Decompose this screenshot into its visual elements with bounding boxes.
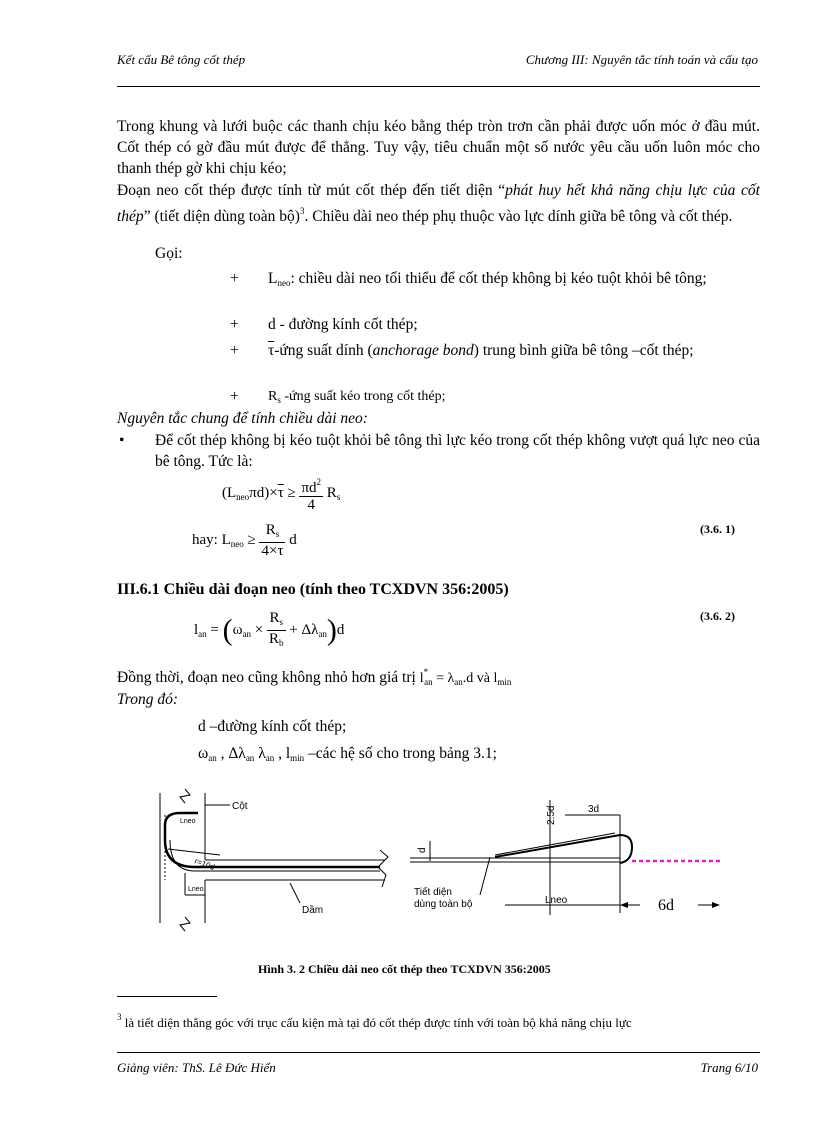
paragraph-1: Trong khung và lưới buộc các thanh chịu kéo bằng thép tròn trơn cần phải được uốn móc ở đầu mút. Cốt thép có gờ đầu mút được để thẳng. Tuy vậy, tiêu chuẩn một số nước yêu cầu uốn luôn móc cho thanh thép gờ khi chịu kéo;: [117, 118, 760, 177]
hook-shape: [495, 835, 632, 863]
header-left: Kết cấu Bê tông cốt thép: [117, 52, 246, 67]
header-right: Chương III: Nguyên tắc tính toán và cấu tạo: [525, 52, 758, 67]
trong-do-2: $\omega_{an}$ , $\Delta\lambda_{an}$ $\lambda_{an}$ , $l_{min}$ –các hệ số cho trong bảng 3.1;: [198, 745, 497, 763]
def-d: d - đường kính cốt thép;: [268, 316, 418, 333]
label-tiet-dien-2: dùng toàn bộ: [414, 899, 473, 910]
label-d: d: [417, 847, 428, 853]
def-plus-4: +: [230, 388, 239, 405]
footer-right: Trang 6/10: [700, 1060, 758, 1075]
label-r10d: r=10d: [193, 856, 216, 872]
eq-label-1: (3.6. 1): [700, 522, 735, 536]
label-2-5d: 2.5d: [546, 805, 557, 825]
def-plus-1: +: [230, 270, 239, 287]
arrow-right-6d: [712, 902, 720, 908]
break-mark-top: [180, 789, 190, 803]
section-title: III.6.1 Chiều dài đoạn neo (tính theo TCXDVN 356:2005): [117, 581, 509, 598]
header-rule: [117, 86, 760, 87]
equation-2: hay: $L_{neo}$ ≥ $\frac{R_s}{4\times\overline{\tau}}$ d: [192, 522, 297, 559]
paragraph-2: Đoạn neo cốt thép được tính từ mút cốt thép đến tiết diện “phát huy hết khả năng chịu lực của cốt thép” (tiết diện dùng toàn bộ)$^3$. Chiều dài neo thép phụ thuộc vào lực dính giữa bê tông và cốt thép.: [117, 182, 760, 225]
footnote-rule: [117, 996, 217, 997]
label-lneo-small: Lneo: [180, 818, 196, 825]
label-dam: Dầm: [302, 905, 324, 916]
also-line: Đồng thời, đoạn neo cũng không nhỏ hơn giá trị $l^*_{an} = \lambda_{an}.d$ và $l_{min}$: [117, 667, 512, 687]
def-lneo: $L_{neo}$: chiều dài neo tối thiểu để cốt thép không bị kéo tuột khỏi bê tông;: [268, 270, 707, 288]
arrow-left-6d: [620, 902, 628, 908]
footer-rule: [117, 1052, 760, 1053]
anchorage-figure: [150, 785, 730, 950]
section-leader: [480, 857, 490, 895]
radius-line: [168, 849, 220, 855]
label-tiet-dien-1: Tiết diện: [414, 887, 452, 898]
footnote: $^3$ là tiết diện thẳng góc với trục cấu kiện mà tại đó cốt thép được tính với toàn bộ khả năng chịu lực: [117, 1012, 632, 1030]
label-lneo-small-2: Lneo: [188, 886, 204, 893]
def-rs: $R_s$ -ứng suất kéo trong cốt thép;: [268, 389, 446, 405]
label-3d: 3d: [588, 804, 600, 815]
def-plus-3: +: [230, 342, 239, 359]
beam-break-mark: [378, 850, 388, 887]
trong-do-1: d –đường kính cốt thép;: [198, 718, 347, 735]
def-tau: $\overline{\tau}$-ứng suất dính (anchorage bond) trung bình giữa bê tông –cốt thép;: [268, 342, 694, 359]
label-lneo: Lneo: [545, 895, 568, 906]
equation-1: $(L_{neo}\pi d)\times\overline{\tau}$ ≥ $\frac{\pi d^2}{4}$ $R_s$: [222, 474, 340, 513]
def-plus-2: +: [230, 316, 239, 333]
figure-caption: Hình 3. 2 Chiều dài neo cốt thép theo TCXDVN 356:2005: [258, 962, 551, 976]
label-6d: 6d: [658, 897, 674, 914]
eq-label-2: (3.6. 2): [700, 609, 735, 623]
footer-left: Giảng viên: ThS. Lê Đức Hiển: [117, 1060, 276, 1075]
bullet-text: Để cốt thép không bị kéo tuột khỏi bê tông thì lực kéo trong cốt thép không vượt quá lực neo của bê tông. Tức là:: [155, 432, 760, 470]
principle-title: Nguyên tắc chung để tính chiều dài neo:: [117, 410, 368, 427]
label-cot: Cột: [232, 801, 248, 812]
break-mark-bottom: [180, 917, 190, 931]
bullet: •: [119, 432, 125, 449]
equation-3: $l_{an} = (\omega_{an}$ × $\frac{R_s}{R_b}$ + $\Delta\lambda_{an})d$: [194, 610, 345, 648]
goi-label: Gọi:: [155, 245, 183, 262]
hook-inner: [495, 833, 615, 855]
trong-do-label: Trong đó:: [117, 691, 179, 708]
dam-leader: [290, 883, 300, 903]
